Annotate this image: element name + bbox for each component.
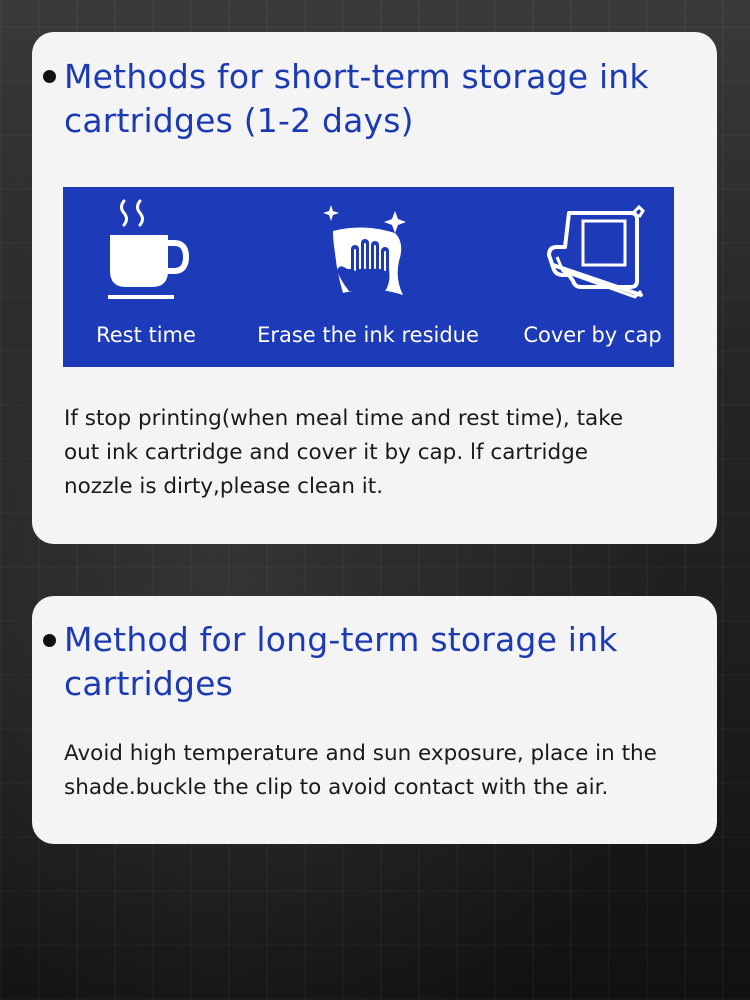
rest-time-label: Rest time	[96, 323, 196, 347]
long-term-storage-card	[32, 596, 717, 844]
short-term-storage-card	[32, 32, 717, 544]
short-term-heading: Methods for short-term storage ink cartridges (1-2 days)	[64, 57, 649, 140]
long-term-heading: Method for long-term storage ink cartridges	[64, 620, 618, 703]
cover-by-cap-label: Cover by cap	[523, 323, 662, 347]
coffee-cup-icon	[96, 195, 196, 305]
short-term-description: If stop printing(when meal time and rest time), take out ink cartridge and cover it by cap. lf cartridge nozzle is dirty,please clean it.	[64, 406, 624, 499]
storage-steps-banner	[63, 187, 674, 367]
bullet-icon	[43, 634, 56, 647]
step-rest-time	[63, 187, 229, 367]
cartridge-cap-icon	[533, 199, 653, 311]
long-term-description: Avoid high temperature and sun exposure, place in the shade.buckle the clip to avoid contact with the air.	[64, 741, 657, 800]
step-cover-cap	[511, 187, 674, 367]
erase-ink-residue-label: Erase the ink residue	[257, 323, 479, 347]
bullet-icon	[43, 70, 56, 83]
wipe-hand-icon	[313, 197, 423, 309]
step-erase-residue	[239, 187, 497, 367]
